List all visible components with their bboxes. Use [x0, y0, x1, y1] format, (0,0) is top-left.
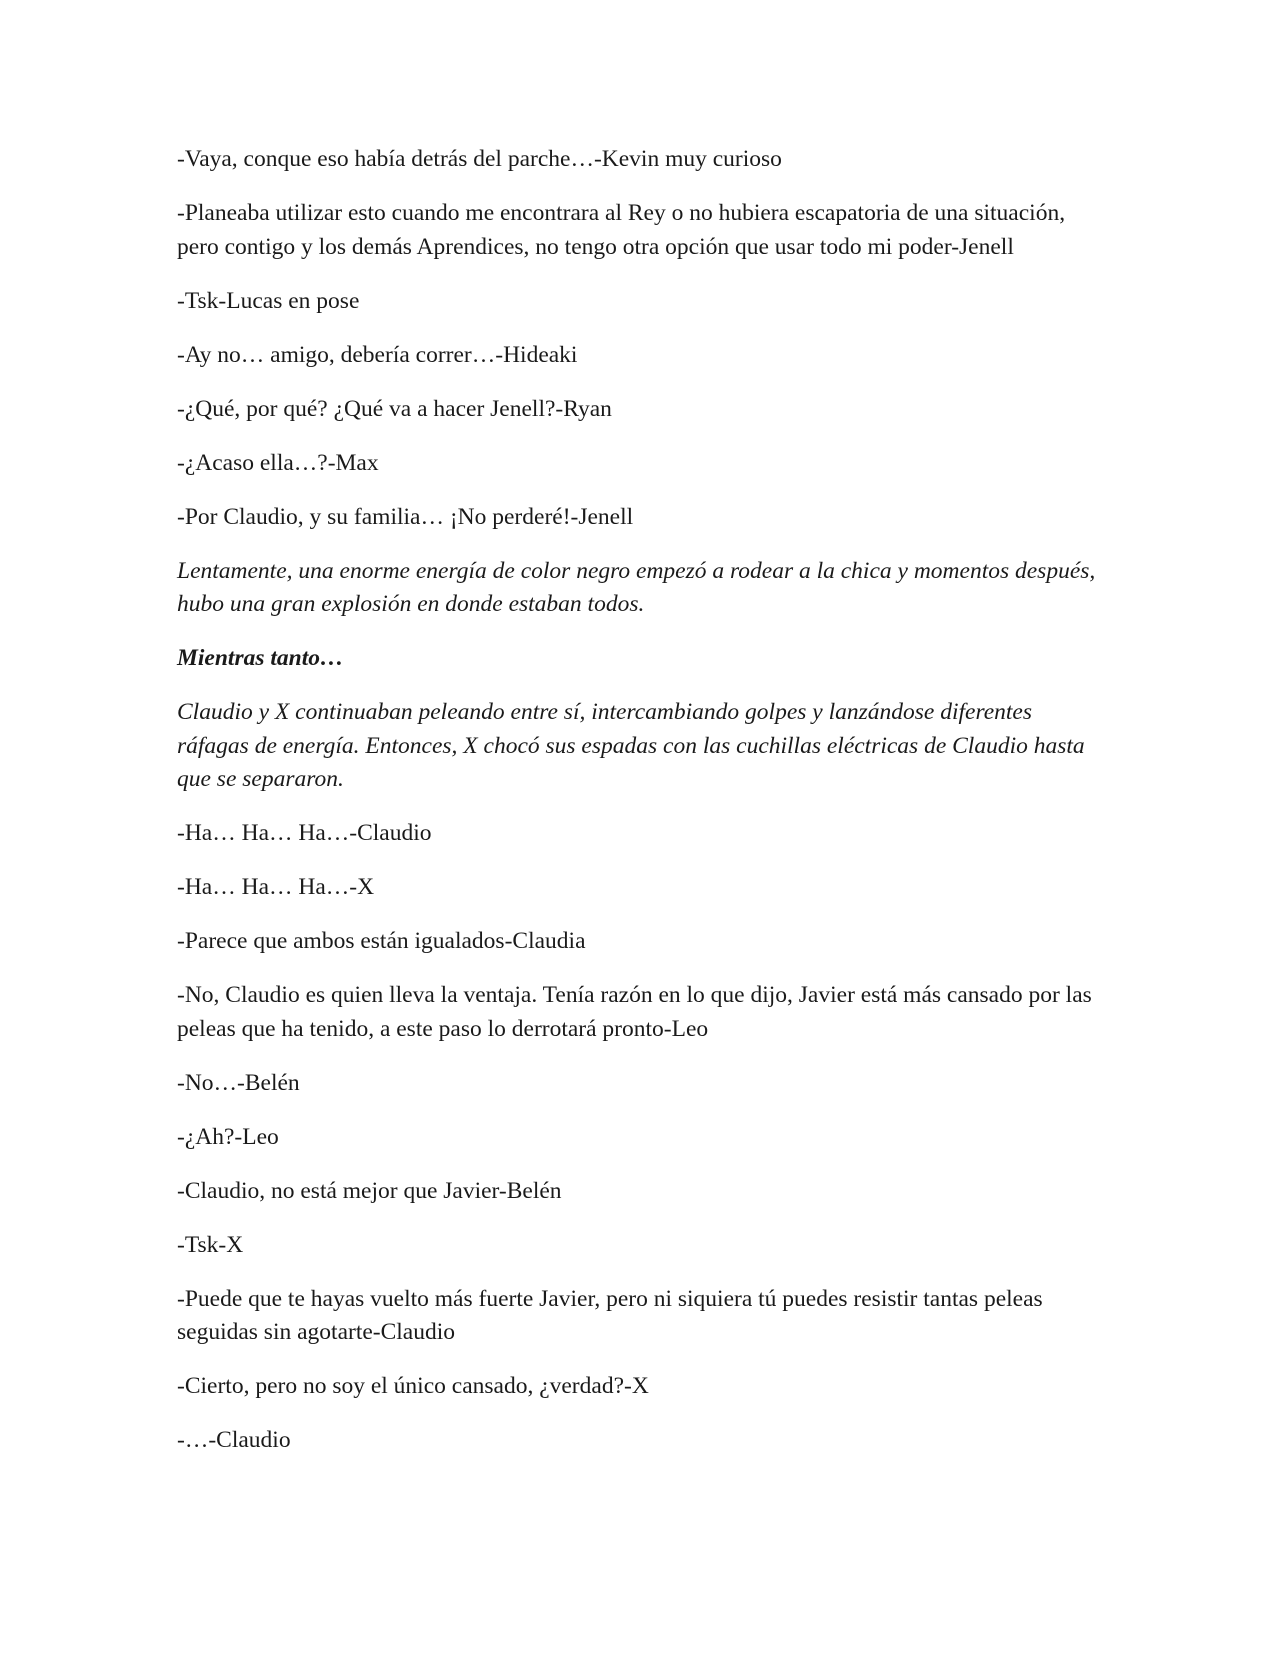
narration-paragraph: Lentamente, una enorme energía de color negro empezó a rodear a la chica y momentos después, hubo una gran explosión en donde estaban todos. — [177, 557, 1096, 617]
document-page — [177, 143, 1107, 1478]
dialogue-line: -No…-Belén — [177, 1069, 300, 1096]
narration-paragraph: Claudio y X continuaban peleando entre sí, intercambiando golpes y lanzándose diferentes ráfagas de energía. Entonces, X chocó sus espadas con las cuchillas eléctricas de Claudio hasta que se separaron. — [177, 699, 1085, 792]
dialogue-line: -Parece que ambos están igualados-Claudia — [177, 928, 586, 954]
dialogue-line: -Planeaba utilizar esto cuando me encontrara al Rey o no hubiera escapatoria de una situación, pero contigo y los demás Aprendices, no tengo otra opción que usar todo mi poder-Jenell — [177, 200, 1066, 260]
dialogue-line: -Ay no… amigo, debería correr…-Hideaki — [177, 341, 578, 368]
dialogue-line: -…-Claudio — [177, 1427, 291, 1453]
dialogue-line: -No, Claudio es quien lleva la ventaja. Tenía razón en lo que dijo, Javier está más cansado por las peleas que ha tenido, a este paso lo derrotará pronto-Leo — [177, 982, 1092, 1042]
dialogue-line: -Tsk-Lucas en pose — [177, 287, 360, 314]
scene-transition-heading: Mientras tanto… — [177, 645, 344, 671]
dialogue-line: -Cierto, pero no soy el único cansado, ¿verdad?-X — [177, 1373, 649, 1399]
dialogue-line: -Tsk-X — [177, 1231, 244, 1258]
dialogue-line: -Vaya, conque eso había detrás del parche…-Kevin muy curioso — [177, 146, 782, 172]
dialogue-line: -Puede que te hayas vuelto más fuerte Javier, pero ni siquiera tú puedes resistir tantas peleas seguidas sin agotarte-Claudio — [177, 1285, 1043, 1345]
dialogue-line: -¿Acaso ella…?-Max — [177, 449, 379, 476]
dialogue-line: -Por Claudio, y su familia… ¡No perderé!-Jenell — [177, 503, 634, 530]
dialogue-line: -¿Qué, por qué? ¿Qué va a hacer Jenell?-Ryan — [177, 395, 612, 422]
dialogue-line: -Ha… Ha… Ha…-X — [177, 874, 375, 900]
dialogue-line: -¿Ah?-Leo — [177, 1123, 279, 1150]
dialogue-line: -Ha… Ha… Ha…-Claudio — [177, 820, 432, 846]
dialogue-line: -Claudio, no está mejor que Javier-Belén — [177, 1177, 562, 1204]
